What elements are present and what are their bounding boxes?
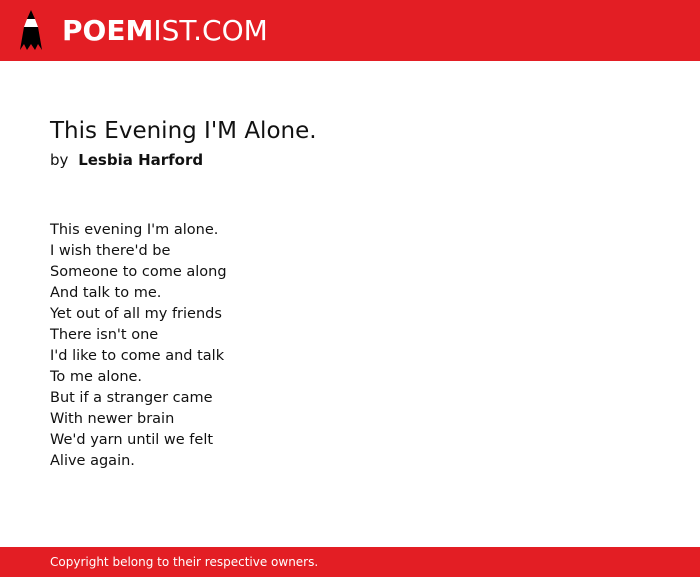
poem-line: But if a stranger came	[50, 390, 213, 406]
poem-line: This evening I'm alone.	[50, 222, 219, 238]
poem-line: With newer brain	[50, 411, 175, 427]
poem-title: This Evening I'M Alone.	[50, 118, 317, 144]
poem-body	[50, 220, 650, 472]
poem-line: And talk to me.	[50, 285, 162, 301]
poem-line: I wish there'd be	[50, 243, 171, 259]
site-logo-text	[62, 10, 268, 52]
poem-line: To me alone.	[50, 369, 143, 385]
site-header	[0, 0, 700, 61]
site-logo-link[interactable]	[18, 10, 268, 52]
poem-line: I'd like to come and talk	[50, 348, 225, 364]
poem-content	[50, 116, 650, 472]
logo-strong-text: POEM	[62, 14, 154, 47]
logo-light-text: IST.COM	[153, 14, 268, 47]
poem-line: Alive again.	[50, 453, 135, 469]
site-footer	[0, 547, 700, 577]
copyright-text: Copyright belong to their respective owners.	[50, 555, 319, 569]
poem-line: Yet out of all my friends	[50, 306, 222, 322]
author-link[interactable]: Lesbia Harford	[78, 151, 204, 169]
poem-line: Someone to come along	[50, 264, 227, 280]
pencil-icon	[18, 10, 44, 52]
poem-line: We'd yarn until we felt	[50, 432, 214, 448]
byline	[50, 150, 650, 170]
poem-line: There isn't one	[50, 327, 159, 343]
by-label: by	[50, 151, 69, 169]
